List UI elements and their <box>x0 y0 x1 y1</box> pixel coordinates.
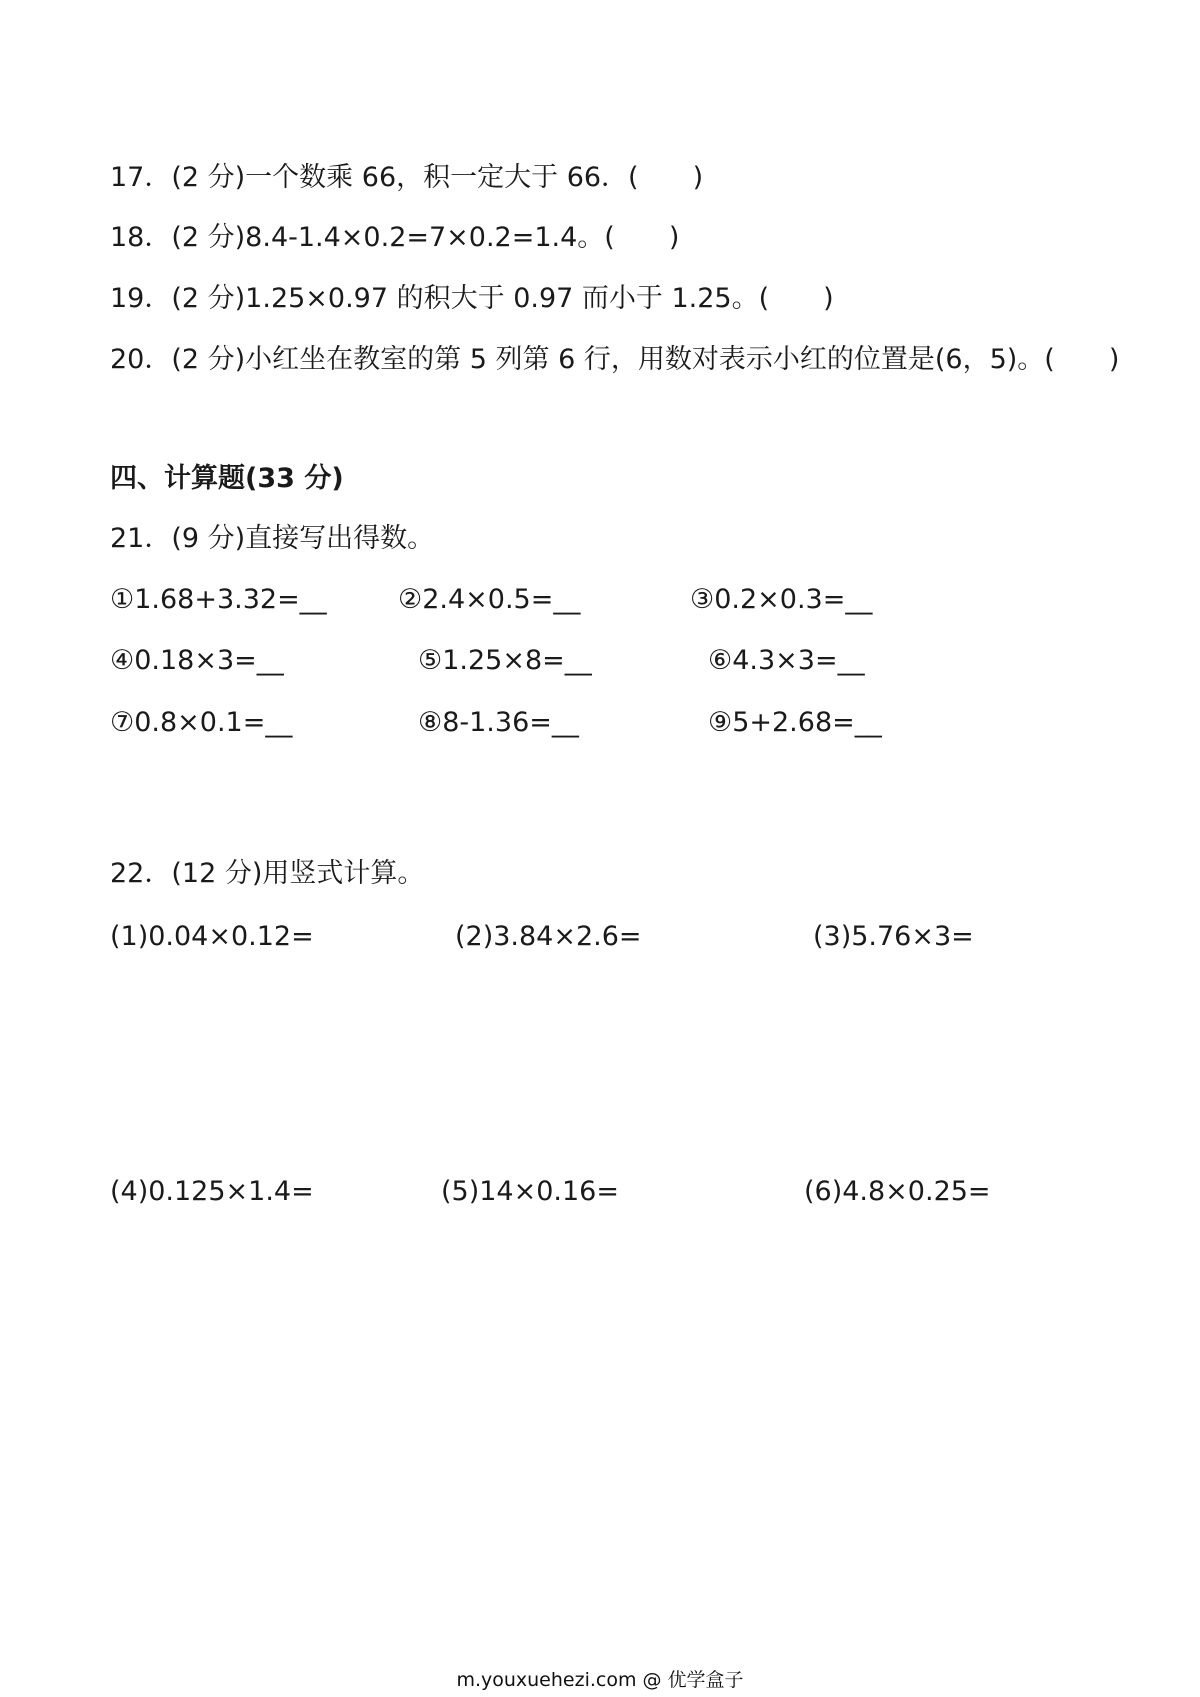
question-19: 19．(2 分)1.25×0.97 的积大于 0.97 而小于 1.25。( ) <box>110 283 834 314</box>
q21-item-1: ①1.68+3.32=__ <box>110 584 327 615</box>
q21-item-7: ⑦0.8×0.1=__ <box>110 707 293 738</box>
footer-watermark: m.youxuehezi.com @ 优学盒子 <box>456 1669 744 1691</box>
q22-item-4: (4)0.125×1.4= <box>110 1176 314 1207</box>
question-18: 18．(2 分)8.4-1.4×0.2=7×0.2=1.4。( ) <box>110 222 680 253</box>
question-17: 17．(2 分)一个数乘 66，积一定大于 66．( ) <box>110 162 704 193</box>
q22-item-5: (5)14×0.16= <box>441 1176 619 1207</box>
q22-item-3: (3)5.76×3= <box>813 921 974 952</box>
q21-item-3: ③0.2×0.3=__ <box>690 584 873 615</box>
q21-item-9: ⑨5+2.68=__ <box>708 707 882 738</box>
q21-item-2: ②2.4×0.5=__ <box>398 584 581 615</box>
q21-item-4: ④0.18×3=__ <box>110 645 284 676</box>
q21-item-6: ⑥4.3×3=__ <box>708 645 865 676</box>
q22-item-2: (2)3.84×2.6= <box>455 921 642 952</box>
q22-item-6: (6)4.8×0.25= <box>804 1176 991 1207</box>
question-21-prompt: 21．(9 分)直接写出得数。 <box>110 523 435 554</box>
q21-item-5: ⑤1.25×8=__ <box>418 645 592 676</box>
section-4-heading: 四、计算题(33 分) <box>110 463 344 494</box>
question-22-prompt: 22．(12 分)用竖式计算。 <box>110 858 425 889</box>
q22-item-1: (1)0.04×0.12= <box>110 921 314 952</box>
q21-item-8: ⑧8-1.36=__ <box>418 707 579 738</box>
question-20: 20．(2 分)小红坐在教室的第 5 列第 6 行，用数对表示小红的位置是(6，5)。( ) <box>110 344 1120 375</box>
